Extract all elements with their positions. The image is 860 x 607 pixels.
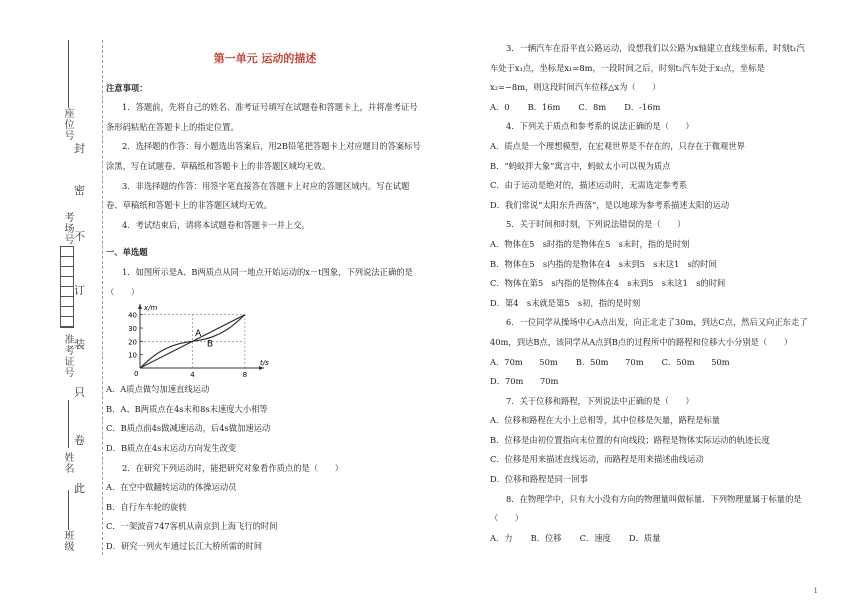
option: D．70m 70m (490, 376, 559, 387)
option: A．A质点做匀加速直线运动 (106, 384, 210, 395)
options-row (490, 98, 808, 118)
y-tick-label: 10 (128, 351, 137, 360)
class-underline (68, 490, 69, 530)
page-title: 第一单元 运动的描述 (213, 52, 317, 65)
option: A．0 (490, 101, 510, 112)
notice-item: 4．考试结束后，请将本试题卷和答题卡一并上交。 (122, 219, 310, 230)
option: D．B质点在4s末运动方向发生改变 (106, 442, 237, 453)
question-stem: 7．关于位移和路程，下列说法中正确的是（ ） (506, 395, 694, 406)
option: A．力 (490, 532, 513, 543)
option: B．“蚂蚁拌大象”寓言中，蚂蚁太小可以视为质点 (490, 160, 671, 171)
notice-item: 2．选择题的作答：每小题选出答案后，用2B铅笔把答题卡上对应题目的答案标号涂黑，写在试题卷、草稿纸和答题卡上的非答题区域均无效。 (106, 141, 421, 171)
name-label: 姓名 (62, 452, 73, 474)
option: C．物体在第5 s内指的是物体在4 s末到5 s末这1 s的时间 (490, 278, 726, 289)
option: A．在空中做翻转运动的体操运动员 (106, 482, 237, 493)
seal-char: 封 (74, 142, 85, 155)
page-number: 1 (813, 587, 818, 595)
seal-char: 装 (74, 338, 85, 351)
y-axis-label: x/m (144, 304, 158, 313)
question-stem: 4．下列关于质点和参考系的说法正确的是（ ） (506, 121, 694, 132)
option: A．质点是一个理想模型，在宏观世界是不存在的，只存在于微观世界 (490, 140, 745, 151)
option: C．一架波音747客机从南京到上海飞行的时间 (106, 521, 278, 532)
exam-room-label: 考场号 (62, 212, 73, 245)
x-axis-label: t/s (260, 359, 269, 368)
options-row (490, 353, 808, 392)
seal-char: 卷 (74, 434, 85, 447)
ticket-label: 准考证号 (62, 334, 73, 378)
seal-char: 此 (74, 482, 85, 495)
origin-label: 0 (134, 370, 139, 379)
question-stem: 5．关于时间和时刻，下列说法错误的是（ ） (506, 219, 686, 230)
question-stem: 2．在研究下列运动时，能把研究对象看作质点的是（ ） (122, 462, 343, 473)
option: D．位移和路程是同一回事 (490, 474, 588, 485)
option: B．位移 (530, 532, 562, 543)
option: B．16m (527, 101, 561, 112)
option: B．A、B两质点在4s末和8s末速度大小相等 (106, 403, 268, 414)
binding-dashed-line (102, 40, 103, 555)
option: D．第4 s末就是第5 s初，指的是时刻 (490, 297, 641, 308)
x-tick-label: 8 (242, 371, 248, 380)
option: D．质量 (628, 532, 661, 543)
option: A．物体在5 s时指的是物体在5 s末时，指的是时刻 (490, 238, 690, 249)
question-stem: 8．在物理学中，只有大小没有方向的物理量叫做标量．下列物理量属于标量的是（ ） (490, 493, 802, 524)
y-axis-arrow (138, 304, 142, 309)
option: B．位移是由初位置指向末位置的有向线段；路程是物体实际运动的轨迹长度 (490, 434, 770, 445)
name-underline (68, 400, 69, 448)
option: C．B质点前4s做减速运动，后4s做加速运动 (106, 423, 271, 434)
options-row (490, 529, 808, 549)
question-stem: 1．如图所示是A、B两质点从同一地点开始运动的x－t图象，下列说法正确的是（ ） (106, 266, 413, 297)
xt-graph (114, 302, 274, 380)
seal-char: 密 (74, 184, 85, 197)
exam-room-boxes (60, 246, 74, 328)
x-tick-label: 4 (190, 371, 195, 380)
y-tick-label: 20 (128, 338, 137, 347)
series-label-a: A (195, 329, 202, 340)
question-stem: 3．一辆汽车在沿平直公路运动，设想我们以公路为x轴建立直线坐标系，时刻t₁汽车处于x₁点，坐标是x₁=8m，一段时间之后，时刻t₂汽车处于x₂点，坐标是x₂=−8m，则这段时间汽车位移△x为（ ） (490, 43, 805, 93)
series-label-b: B (206, 339, 214, 350)
option: B．物体在5 s内指的是物体在4 s末到5 s末这1 s的时间 (490, 258, 717, 269)
y-tick-label: 40 (128, 311, 137, 320)
option: D．研究一列火车通过长江大桥所需的时间 (106, 540, 262, 551)
option: D．-16m (624, 101, 661, 112)
y-tick-label: 30 (128, 325, 137, 334)
seat-underline (68, 40, 69, 108)
seal-char: 订 (74, 284, 85, 297)
option: A．位移和路程在大小上总相等，其中位移是矢量，路程是标量 (490, 415, 721, 426)
option: C．8m (578, 101, 607, 112)
option: C．由于运动是绝对的，描述运动时，无需选定参考系 (490, 180, 688, 191)
option: C．位移是用来描述直线运动，而路程是用来描述曲线运动 (490, 454, 704, 465)
question-stem: 6．一位同学从操场中心A点出发，向正北走了30m，到达C点，然后又向正东走了40m，到达B点，该同学从A点到B点的过程所中的路程和位移大小分别是（ ） (490, 317, 808, 347)
seal-char: 只 (74, 386, 85, 399)
notice-item: 3．非选择题的作答：用签字笔直接答在答题卡上对应的答题区域内。写在试题卷、草稿纸和答题卡上的非答题区域均无效。 (106, 180, 410, 211)
section-heading: 一、单选题 (106, 247, 148, 258)
right-column (490, 39, 808, 548)
option: B．50m 70m (575, 356, 644, 367)
seat-label: 座位号 (62, 108, 73, 141)
option: A．70m 50m (490, 356, 558, 367)
seal-char: 不 (74, 230, 85, 243)
option: B．自行车车轮的旋转 (106, 501, 187, 512)
notice-heading: 注意事项： (106, 82, 148, 93)
notice-item: 1．答题前，先将自己的姓名、准考证号填写在试题卷和答题卡上，并将准考证号条形码粘贴在答题卡上的指定位置。 (106, 102, 418, 132)
left-column (106, 49, 424, 556)
option: D．我们常说“太阳东升西落”，是以地球为参考系描述太阳的运动 (490, 199, 730, 210)
option: C．速度 (579, 532, 611, 543)
option: C．50m 50m (661, 356, 730, 367)
class-label: 班级 (62, 530, 73, 552)
